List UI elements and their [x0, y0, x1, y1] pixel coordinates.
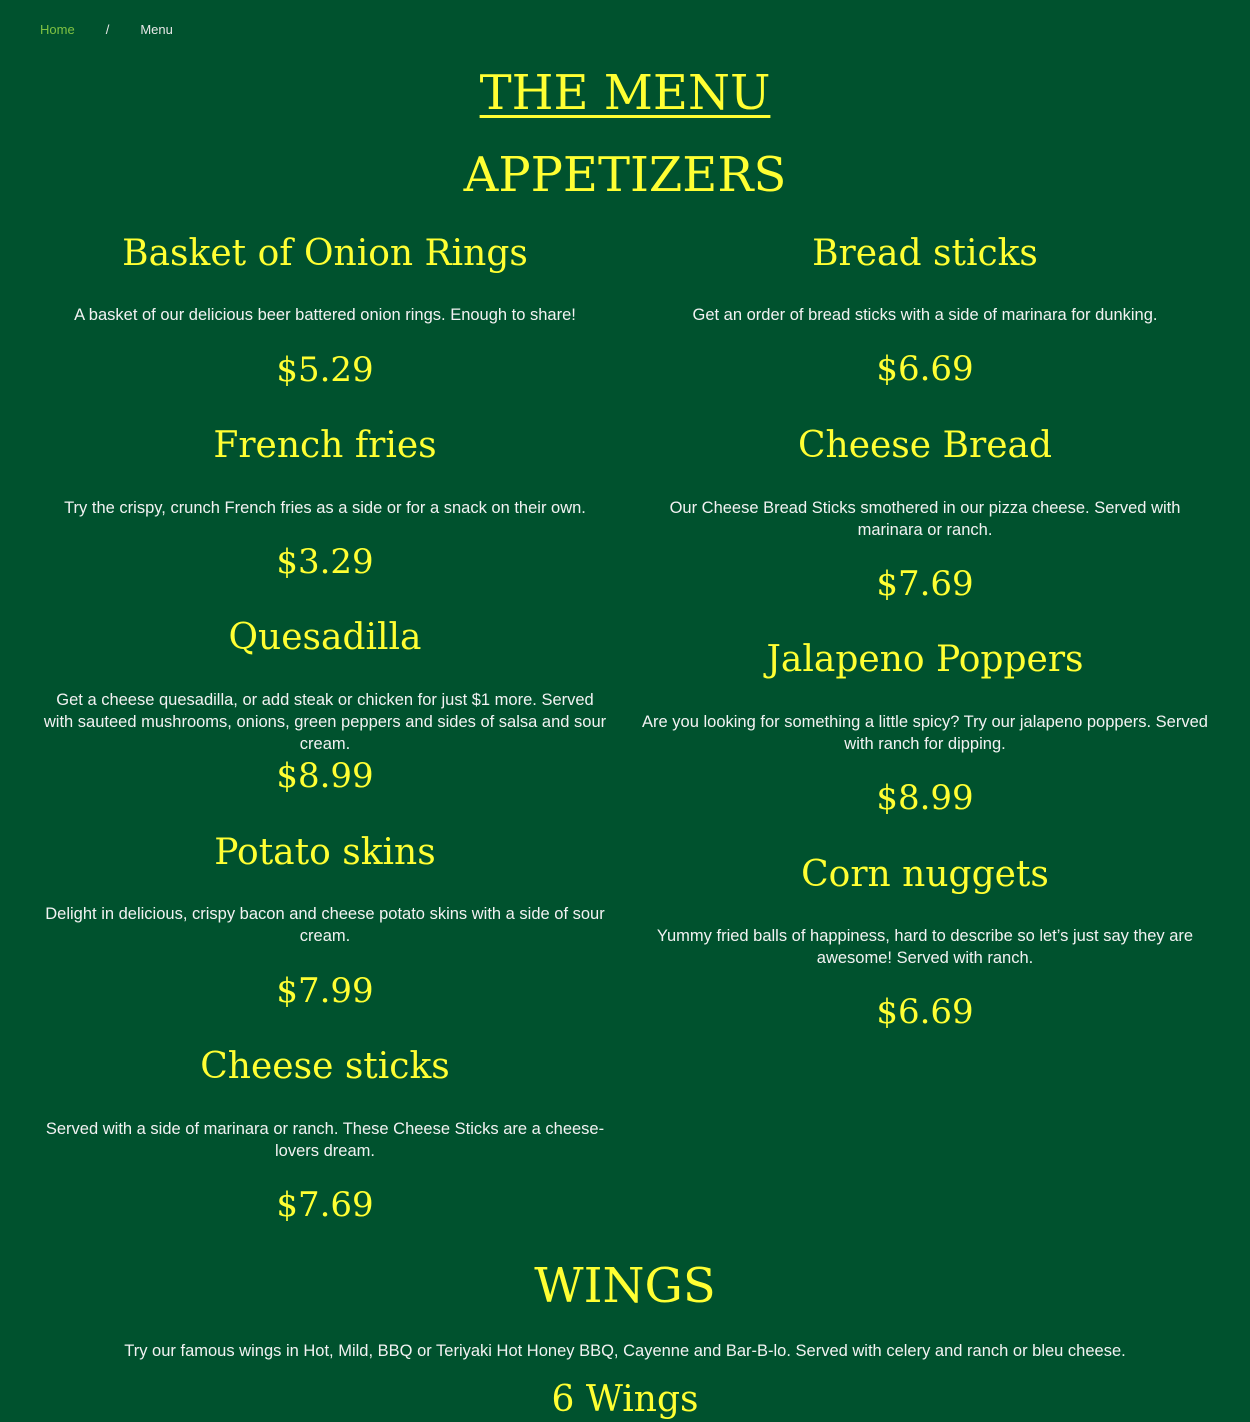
- menu-item: [640, 424, 1210, 604]
- menu-item-name: French fries: [213, 425, 437, 466]
- menu-item-price: $8.99: [876, 778, 974, 818]
- menu-item-price: $3.29: [276, 542, 374, 582]
- menu-item-price: $5.29: [276, 350, 374, 390]
- breadcrumb-separator: /: [105, 22, 110, 37]
- page-title-text: THE MENU: [479, 65, 771, 121]
- menu-item: [40, 616, 610, 796]
- menu-item: [640, 638, 1210, 818]
- menu-item: [40, 424, 610, 582]
- menu-item-description: Get an order of bread sticks with a side of marinara for dunking.: [692, 306, 1158, 324]
- breadcrumb-current: Menu: [140, 22, 173, 37]
- menu-item-name: Quesadilla: [228, 617, 422, 658]
- page-title: [0, 64, 1250, 122]
- menu-item: [40, 1045, 610, 1225]
- menu-item-description: Try the crispy, crunch French fries as a side or for a snack on their own.: [64, 499, 586, 517]
- menu-item-description: Our Cheese Bread Sticks smothered in our pizza cheese. Served with marinara or ranch.: [669, 499, 1181, 539]
- menu-item: [640, 232, 1210, 389]
- menu-item-description: Get a cheese quesadilla, or add steak or chicken for just $1 more. Served with sauteed mushrooms, onions, green peppers and sides of salsa and sour cream.: [43, 691, 607, 753]
- menu-item-price: $7.99: [276, 971, 374, 1011]
- menu-item-price: $7.69: [276, 1185, 374, 1225]
- menu-item: [40, 831, 610, 1011]
- menu-item-description: A basket of our delicious beer battered onion rings. Enough to share!: [74, 306, 576, 324]
- menu-item-price: $8.99: [276, 756, 374, 796]
- menu-item: [40, 232, 610, 390]
- menu-item-name: Potato skins: [214, 832, 436, 873]
- menu-item-name: Cheese Bread: [797, 425, 1053, 466]
- section-title-wings: WINGS: [534, 1258, 716, 1314]
- menu-item-name: Basket of Onion Rings: [122, 233, 528, 274]
- menu-item-description: Yummy fried balls of happiness, hard to describe so let’s just say they are awesome! Served with ranch.: [656, 927, 1194, 967]
- menu-item-price: $6.69: [876, 349, 974, 389]
- menu-item-name: Bread sticks: [812, 233, 1038, 274]
- menu-item-name: Jalapeno Poppers: [766, 639, 1084, 680]
- menu-item-description: Served with a side of marinara or ranch. These Cheese Sticks are a cheese-lovers dream.: [45, 1120, 605, 1160]
- wings-description: Try our famous wings in Hot, Mild, BBQ or Teriyaki Hot Honey BBQ, Cayenne and Bar-B-lo. Served with celery and ranch or bleu cheese.: [124, 1342, 1126, 1360]
- menu-item-name: Corn nuggets: [801, 854, 1049, 895]
- menu-item-price: $6.69: [876, 992, 974, 1032]
- section-title-appetizers: APPETIZERS: [463, 147, 787, 203]
- menu-item-description: Are you looking for something a little spicy? Try our jalapeno poppers. Served with ranch for dipping.: [642, 713, 1208, 753]
- menu-item-price: $7.69: [876, 564, 974, 604]
- breadcrumb: [40, 22, 173, 37]
- breadcrumb-home-link[interactable]: Home: [40, 22, 75, 37]
- menu-item-description: Delight in delicious, crispy bacon and cheese potato skins with a side of sour cream.: [45, 905, 605, 945]
- menu-item-name: 6 Wings: [551, 1379, 699, 1420]
- menu-item: [640, 853, 1210, 1032]
- menu-item-name: Cheese sticks: [200, 1046, 450, 1087]
